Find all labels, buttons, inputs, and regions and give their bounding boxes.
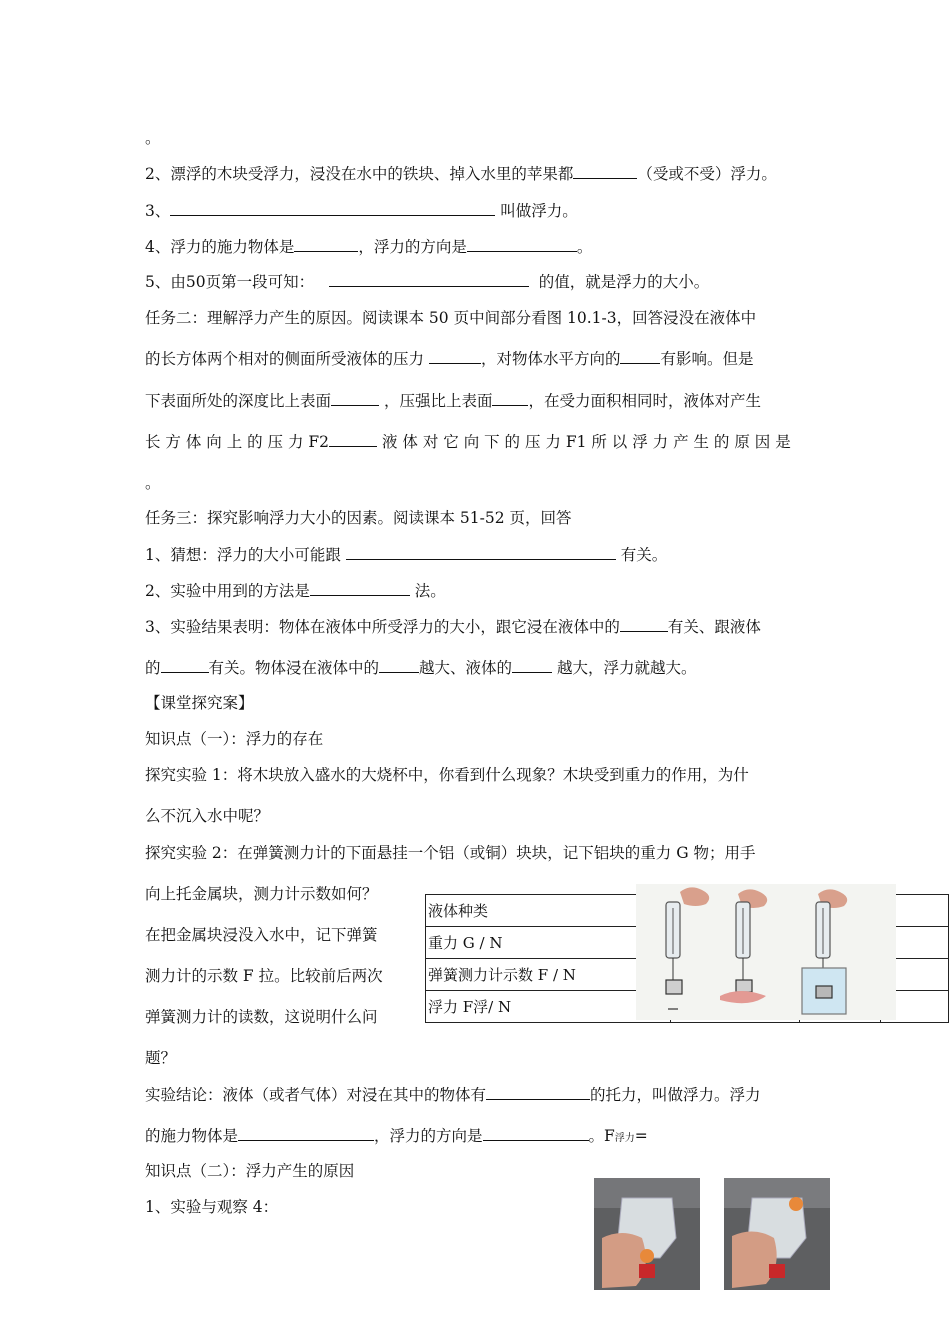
experiment-2-line4: 测力计的示数 F 拉。比较前后两次 (145, 967, 383, 985)
conclusion-line2: 的施力物体是 ，浮力的方向是 。F浮力= (145, 1127, 648, 1145)
table-cell: 弹簧测力计示数 F / N (426, 959, 671, 991)
blank[interactable] (492, 390, 528, 406)
blank[interactable] (486, 1084, 590, 1100)
task3-q2: 2、实验中用到的方法是 法。 (145, 582, 446, 600)
line-period-top: 。 (145, 129, 161, 147)
experiment-1-line2: 么不沉入水中呢？ (145, 807, 270, 825)
experiment-2-line3: 在把金属块浸没入水中，记下弹簧 (145, 926, 378, 944)
blank[interactable] (429, 348, 481, 364)
spring-scale-photo-water (796, 884, 896, 1020)
knowledge-point-2: 知识点（二）：浮力产生的原因 (145, 1162, 355, 1180)
q2-line: 2、漂浮的木块受浮力，浸没在水中的铁块、掉入水里的苹果都 （受或不受）浮力。 (145, 165, 777, 183)
task2-line3: 下表面所处的深度比上表面 ，压强比上表面 ，在受力面积相同时，液体对产生 (145, 392, 761, 410)
blank[interactable] (467, 236, 577, 252)
blank[interactable] (310, 580, 410, 596)
q5-line: 5、由50页第一段可知： 的值，就是浮力的大小。 (145, 273, 710, 291)
experiment-4-line: 1、实验与观察 4： (145, 1198, 279, 1216)
conclusion-line1: 实验结论：液体（或者气体）对浸在其中的物体有 的托力，叫做浮力。浮力 (145, 1086, 761, 1104)
experiment-2-line1: 探究实验 2：在弹簧测力计的下面悬挂一个铝（或铜）块块，记下铝块的重力 G 物；用手 (145, 844, 756, 862)
blank[interactable] (238, 1125, 374, 1141)
task2-line4: 长 方 体 向 上 的 压 力 F2 液 体 对 它 向 下 的 压 力 F1 所 以 浮 力 产 生 的 原 因 是 (145, 433, 791, 451)
section-heading: 【课堂探究案】 (145, 694, 254, 712)
task2-line1: 任务二：理解浮力产生的原因。阅读课本 50 页中间部分看图 10.1-3，回答浸没在液体中 (145, 309, 757, 327)
knowledge-point-1: 知识点（一）：浮力的存在 (145, 730, 324, 748)
blank[interactable] (620, 348, 660, 364)
q4-line: 4、浮力的施力物体是 ，浮力的方向是 。 (145, 238, 593, 256)
task3-q3: 3、实验结果表明：物体在液体中所受浮力的大小，跟它浸在液体中的 有关、跟液体 (145, 618, 761, 636)
task2-line5: 。 (145, 474, 161, 492)
task3-q1: 1、猜想：浮力的大小可能跟 有关。 (145, 546, 668, 564)
blank[interactable] (331, 390, 379, 406)
table-cell: 浮力 F浮/ N (426, 991, 671, 1023)
bottle-ball-photo-2 (724, 1178, 830, 1290)
blank[interactable] (573, 163, 637, 179)
table-cell: 重力 G / N (426, 927, 671, 959)
task2-line2: 的长方体两个相对的侧面所受液体的压力 ，对物体水平方向的 有影响。但是 (145, 350, 754, 368)
blank[interactable] (161, 657, 209, 673)
experiment-2-line5: 弹簧测力计的读数，这说明什么问 (145, 1008, 378, 1026)
blank[interactable] (329, 271, 529, 287)
experiment-2-line2: 向上托金属块，测力计示数如何？ (145, 885, 378, 903)
q3-line: 3、 叫做浮力。 (145, 202, 578, 220)
task3-q3-cont: 的 有关。物体浸在液体中的 越大、液体的 越大，浮力就越大。 (145, 659, 697, 677)
blank[interactable] (512, 657, 552, 673)
blank[interactable] (329, 431, 377, 447)
blank[interactable] (483, 1125, 589, 1141)
experiment-2-line6: 题？ (145, 1049, 177, 1067)
blank[interactable] (170, 200, 495, 216)
bottle-ball-photo-1 (594, 1178, 700, 1290)
blank[interactable] (346, 544, 616, 560)
table-cell: 液体种类 (426, 895, 671, 927)
task3-heading: 任务三：探究影响浮力大小的因素。阅读课本 51-52 页，回答 (145, 509, 572, 527)
blank[interactable] (620, 616, 668, 632)
experiment-1-line1: 探究实验 1：将木块放入盛水的大烧杯中，你看到什么现象？木块受到重力的作用，为什 (145, 766, 749, 784)
blank[interactable] (294, 236, 358, 252)
blank[interactable] (379, 657, 419, 673)
